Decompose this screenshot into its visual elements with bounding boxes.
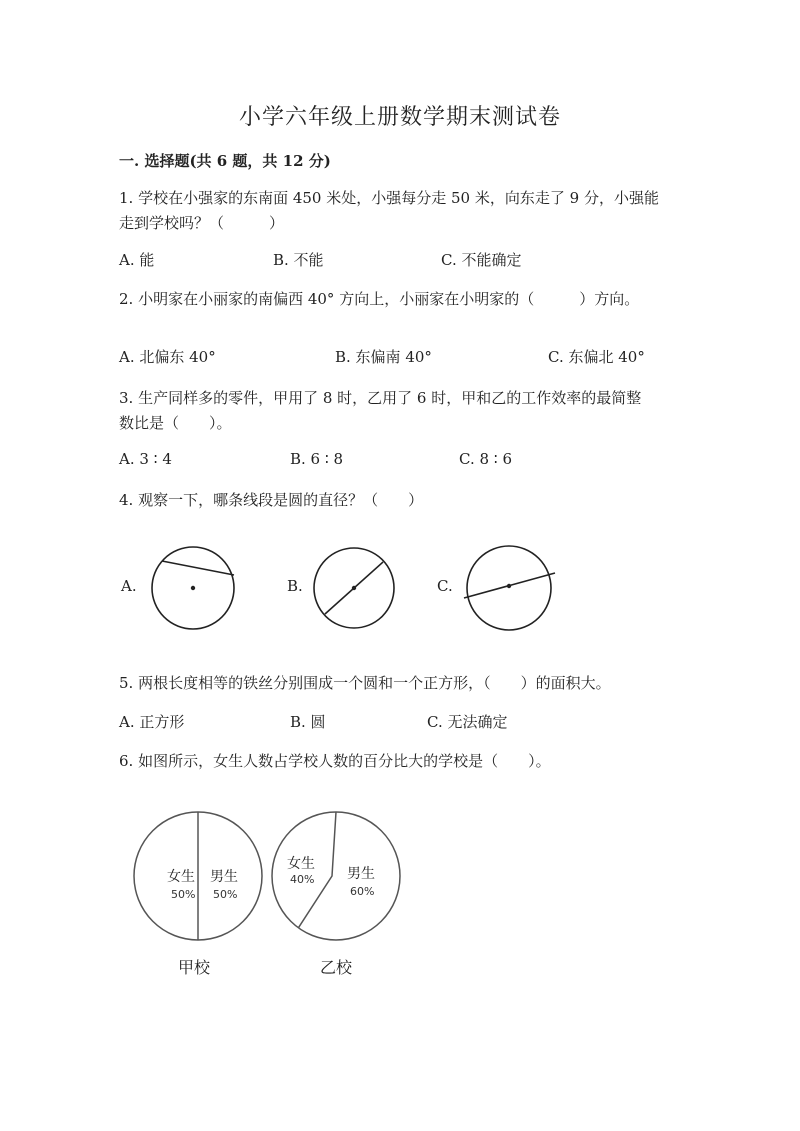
- question-3-option-c: C. 8 ∶ 6: [459, 450, 513, 468]
- question-2-option-b: B. 东偏南 40°: [335, 348, 432, 366]
- question-3-line-2: 数比是（ ）。: [119, 414, 232, 432]
- pie-yi-boy-label: 男生: [347, 866, 375, 882]
- circle-figure-b: [311, 544, 397, 632]
- pie-yi-girl-label: 女生: [287, 856, 315, 872]
- question-2-line-1: 2. 小明家在小丽家的南偏西 40° 方向上，小丽家在小明家的（ ）方向。: [119, 290, 640, 308]
- page-title: 小学六年级上册数学期末测试卷: [238, 105, 561, 130]
- figure-a-label: A.: [121, 577, 137, 595]
- pie-jia-girl-pct: 50%: [171, 888, 196, 901]
- pie-jia-boy-label: 男生: [210, 869, 238, 885]
- question-2-option-a: A. 北偏东 40°: [119, 348, 216, 366]
- question-1-option-c: C. 不能确定: [441, 251, 522, 269]
- question-1-option-b: B. 不能: [273, 251, 324, 269]
- pie-yi-boy-pct: 60%: [350, 885, 375, 898]
- circle-figure-c: [462, 543, 558, 633]
- question-5-line-1: 5. 两根长度相等的铁丝分别围成一个圆和一个正方形，（ ）的面积大。: [119, 674, 611, 692]
- question-5-option-c: C. 无法确定: [427, 713, 508, 731]
- question-3-option-a: A. 3 ∶ 4: [119, 450, 172, 468]
- pie-jia-name: 甲校: [178, 958, 211, 977]
- pie-chart-jia: [131, 808, 266, 948]
- pie-jia-boy-pct: 50%: [213, 888, 238, 901]
- pie-chart-yi: [268, 808, 408, 948]
- question-1-option-a: A. 能: [119, 251, 155, 269]
- question-1-line-1: 1. 学校在小强家的东南面 450 米处，小强每分走 50 米，向东走了 9 分，小强能: [119, 189, 659, 207]
- question-1-line-2: 走到学校吗？（ ）: [119, 214, 285, 232]
- question-5-option-a: A. 正方形: [119, 713, 185, 731]
- circle-figure-a: [150, 544, 236, 632]
- pie-yi-girl-pct: 40%: [290, 873, 315, 886]
- question-2-option-c: C. 东偏北 40°: [548, 348, 645, 366]
- pie-yi-name: 乙校: [320, 958, 353, 977]
- question-4-line-1: 4. 观察一下，哪条线段是圆的直径？（ ）: [119, 491, 424, 509]
- section-heading: 一. 选择题(共 6 题，共 12 分): [119, 152, 331, 170]
- question-3-line-1: 3. 生产同样多的零件，甲用了 8 时，乙用了 6 时，甲和乙的工作效率的最简整: [119, 389, 642, 407]
- question-3-option-b: B. 6 ∶ 8: [290, 450, 344, 468]
- question-5-option-b: B. 圆: [290, 713, 326, 731]
- figure-b-label: B.: [287, 577, 303, 595]
- figure-c-label: C.: [437, 577, 453, 595]
- pie-jia-girl-label: 女生: [167, 869, 195, 885]
- question-6-line-1: 6. 如图所示，女生人数占学校人数的百分比大的学校是（ ）。: [119, 752, 551, 770]
